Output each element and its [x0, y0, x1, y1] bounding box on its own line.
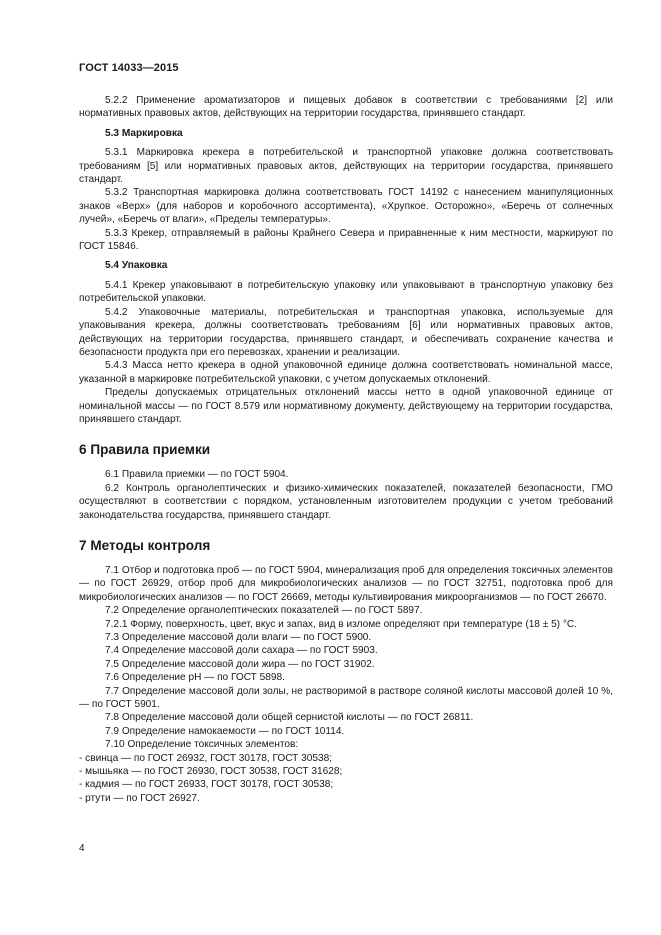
section-heading-6: 6 Правила приемки — [79, 442, 211, 458]
heading-5-3: 5.3 Маркировка — [105, 127, 183, 139]
list-item-cadmium: - кадмия — по ГОСТ 26933, ГОСТ 30178, ГОСТ 30538; — [79, 779, 334, 791]
section-heading-7: 7 Методы контроля — [79, 537, 211, 553]
paragraph-7-7: 7.7 Определение массовой доли золы, не растворимой в растворе соляной кислоты массовой долей 10 %, — по ГОСТ 5901. — [79, 685, 613, 711]
paragraph-5-3-1: 5.3.1 Маркировка крекера в потребительской и транспортной упаковке должна соответствовать требованиям [5] или нормативных правовых актов, действующих на территории государства, принявшего стандарт. — [79, 147, 613, 186]
paragraph-5-4-2: 5.4.2 Упаковочные материалы, потребительская и транспортная упаковка, используемые для упаковывания крекера, должны соответствовать требованиям [6] или нормативных правовых актов, действующих на территории государства, принявшего стандарт, и обеспечивать сохранение качества и безопасности продукта при его перевозках, хранении и реализации. — [79, 306, 613, 358]
paragraph-6-1: 6.1 Правила приемки — по ГОСТ 5904. — [105, 469, 289, 481]
paragraph-7-10: 7.10 Определение токсичных элементов: — [105, 739, 299, 751]
paragraph-7-2-1: 7.2.1 Форму, поверхность, цвет, вкус и запах, вид в изломе определяют при температуре (18 ± 5) °С. — [105, 618, 577, 630]
paragraph-7-2: 7.2 Определение органолептических показателей — по ГОСТ 5897. — [105, 605, 423, 617]
list-item-lead: - свинца — по ГОСТ 26932, ГОСТ 30178, ГОСТ 30538; — [79, 752, 333, 764]
page-number: 4 — [79, 843, 85, 854]
document-body — [79, 94, 613, 805]
paragraph-7-6: 7.6 Определение рН — по ГОСТ 5898. — [105, 672, 285, 684]
paragraph-5-3-2: 5.3.2 Транспортная маркировка должна соответствовать ГОСТ 14192 с нанесением манипуляционных знаков «Верх» (для наборов и коробочного ассортимента), «Хрупкое. Осторожно», «Беречь от солнечных лучей», «Беречь от влаги», «Пределы температуры». — [79, 187, 613, 226]
list-item-mercury: - ртути — по ГОСТ 26927. — [79, 792, 200, 804]
paragraph-7-1: 7.1 Отбор и подготовка проб — по ГОСТ 5904, минерализация проб для определения токсичных элементов — по ГОСТ 26929, отбор проб для микробиологических анализов — по ГОСТ 32751, подготовка проб для микробиологических анализов — по ГОСТ 26669, методы культивирования микроорганизмов — по ГОСТ 26670. — [79, 564, 613, 603]
paragraph-5-4-3: 5.4.3 Масса нетто крекера в одной упаковочной единице должна соответствовать номинальной массе, указанной в маркировке потребительской упаковки, с учетом допускаемых отклонений. — [79, 360, 613, 385]
paragraph-7-4: 7.4 Определение массовой доли сахара — по ГОСТ 5903. — [105, 645, 378, 657]
paragraph-6-2: 6.2 Контроль органолептических и физико-химических показателей, показателей безопасности, ГМО осуществляют в соответствии с порядком, установленным изготовителем продукции с учетом требований законодательства государства, принявшего стандарт. — [79, 482, 613, 521]
paragraph-5-2-2: 5.2.2 Применение ароматизаторов и пищевых добавок в соответствии с требованиями [2] или нормативных правовых актов, действующих на территории государства, принявшего стандарт. — [79, 95, 613, 120]
heading-5-4: 5.4 Упаковка — [105, 260, 168, 272]
document-header-code: ГОСТ 14033—2015 — [79, 62, 179, 74]
paragraph-7-3: 7.3 Определение массовой доли влаги — по ГОСТ 5900. — [105, 632, 372, 643]
paragraph-7-9: 7.9 Определение намокаемости — по ГОСТ 10114. — [105, 725, 345, 737]
paragraph-5-4-1: 5.4.1 Крекер упаковывают в потребительскую упаковку или упаковывают в транспортную упаковку без потребительской упаковки. — [79, 279, 613, 305]
paragraph-7-5: 7.5 Определение массовой доли жира — по ГОСТ 31902. — [105, 658, 375, 670]
list-item-arsenic: - мышьяка — по ГОСТ 26930, ГОСТ 30538, ГОСТ 31628; — [79, 766, 343, 778]
paragraph-5-4-3-tolerances: Пределы допускаемых отрицательных отклонений массы нетто в одной упаковочной единице от номинальной массы — по ГОСТ 8.579 или нормативному документу, действующему на территории государства, принявшего стандарт. — [79, 387, 613, 425]
paragraph-5-3-3: 5.3.3 Крекер, отправляемый в районы Крайнего Севера и приравненные к ним местности, маркируют по ГОСТ 15846. — [79, 227, 613, 253]
paragraph-7-8: 7.8 Определение массовой доли общей сернистой кислоты — по ГОСТ 26811. — [105, 712, 474, 724]
